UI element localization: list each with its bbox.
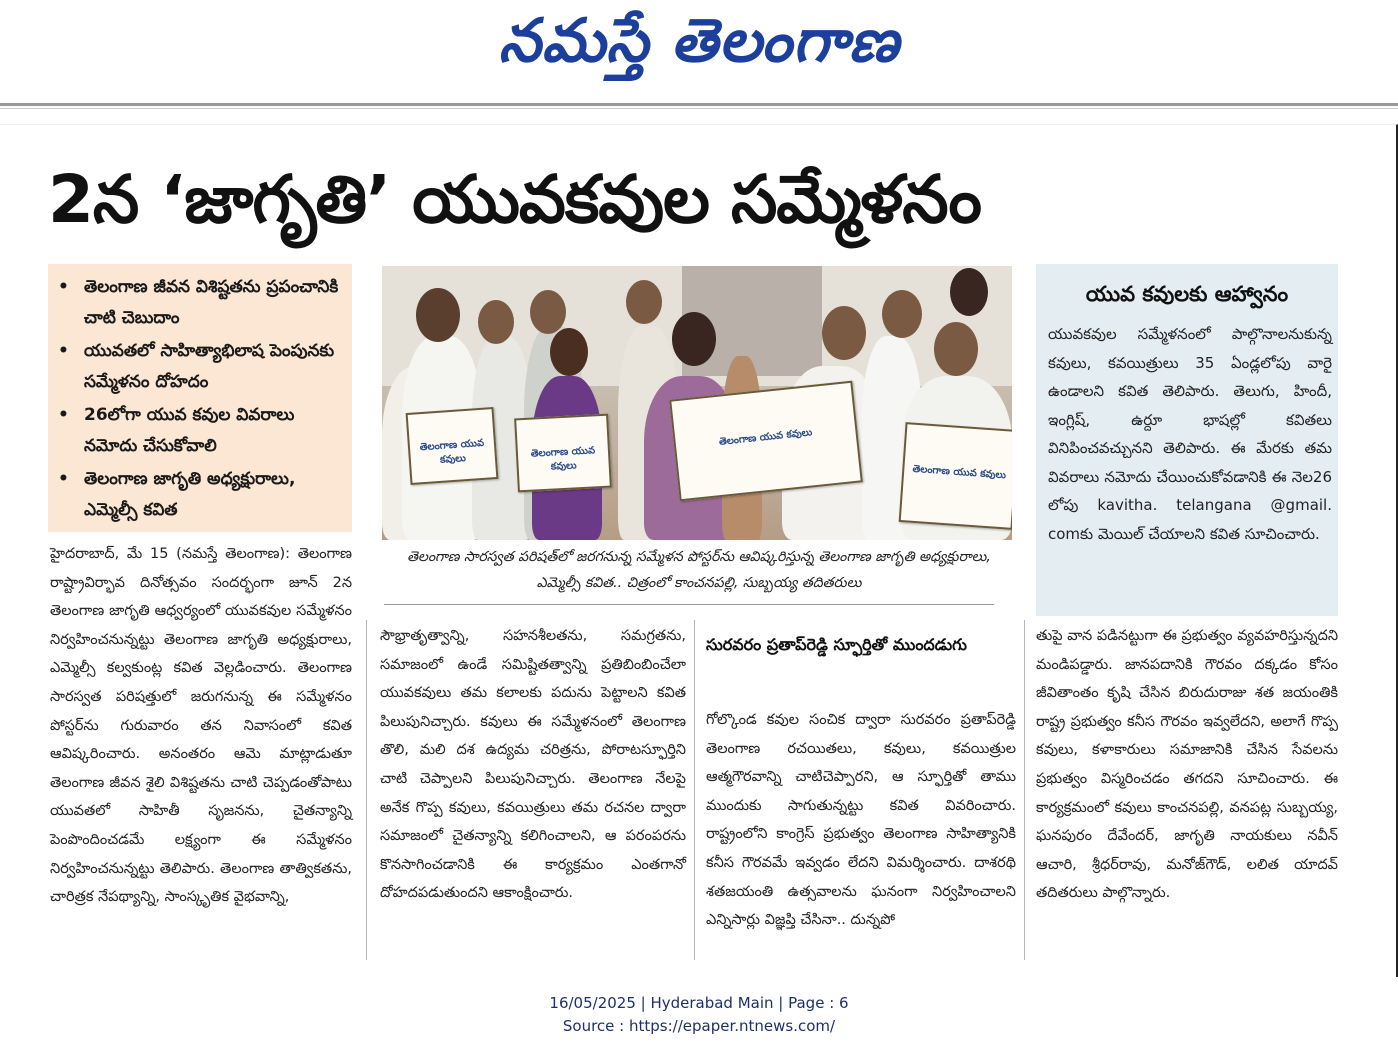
highlights-box: • తెలంగాణ జీవన విశిష్టతను ప్రపంచానికి చాటి చెబుదాం • యువతలో సాహిత్యాభిలాష పెంపునకు సమ్మేళనం దోహదం • 26లోగా యువ కవుల వివరాలు నమోదు చేసుకోవాలి • తెలంగాణ జాగృతి అధ్యక్షురాలు, ఎమ్మెల్సీ కవిత [48, 264, 352, 532]
article-column-2: సౌభ్రాతృత్వాన్ని, సహనశీలతను, సమగ్రతను, సమాజంలో ఉండే సమిష్టితత్వాన్ని ప్రతిబింబించేలా యువకవులు తమ కలాలకు పదును పెట్టాలని కవిత పిలుపునిచ్చారు. కవులు ఈ సమ్మేళనంలో తెలంగాణ తొలి, మలి దశ ఉద్యమ చరిత్రను, పోరాటస్ఫూర్తిని చాటి చెప్పాలని పిలుపునిచ్చారు. తెలంగాణ నేలపై అనేక గొప్ప కవులు, కవయిత్రులు తమ రచనల ద్వారా సమాజంలో చైతన్యాన్ని కలిగించాలని, ఆ పరంపరను కొనసాగించడానికి ఈ కార్యక్రమం ఎంతగానో దోహదపడుతుందని ఆకాంక్షించారు. [380, 628, 686, 902]
bullet-icon: • [58, 341, 69, 361]
person-head [478, 300, 514, 344]
person-head [530, 290, 566, 334]
person-head [626, 280, 662, 324]
column-divider [1024, 620, 1025, 960]
masthead-divider-thin [0, 108, 1398, 109]
caption-divider [384, 604, 994, 605]
bullet-icon: • [58, 277, 69, 297]
event-poster: తెలంగాణ యువ కవులు [899, 422, 1012, 530]
article-column-1: హైదరాబాద్, మే 15 (నమస్తే తెలంగాణ): తెలంగాణ రాష్ట్రావిర్భావ దినోత్సవం సందర్భంగా జూన్ 2న తెలంగాణ జాగృతి ఆధ్వర్యంలో యువకవుల సమ్మేళనం నిర్వహించనున్నట్టు తెలంగాణ జాగృతి అధ్యక్షురాలు, ఎమ్మెల్సీ కల్వకుంట్ల కవిత వెల్లడించారు. తెలంగాణ సారస్వత పరిషత్తులో జరుగనున్న ఈ సమ్మేళనం పోస్టర్‌ను గురువారం తన నివాసంలో కవిత ఆవిష్కరించారు. అనంతరం ఆమె మాట్లాడుతూ తెలంగాణ జీవన శైలి విశిష్టతను చాటి చెప్పడంతోపాటు యువతలో సాహితీ సృజనను, చైతన్యాన్ని పెంపొందించడమే లక్ష్యంగా ఈ సమ్మేళనం నిర్వహించనున్నట్టు తెలిపారు. తెలంగాణ తాత్వికతను, చారిత్రక నేపథ్యాన్ని, సాంస్కృతిక వైభవాన్ని, [50, 546, 352, 906]
column-divider [694, 620, 695, 960]
masthead-divider [0, 103, 1398, 106]
column-divider [366, 620, 367, 960]
person-head [822, 306, 866, 360]
masthead [0, 0, 1398, 82]
person-head [950, 268, 988, 316]
person-head [416, 288, 460, 342]
article-headline: 2న ‘జాగృతి’ యువకవుల సమ్మేళనం [48, 161, 981, 238]
person-head [934, 322, 978, 376]
newspaper-logo: నమస్తే తెలంగాణ [498, 6, 900, 76]
person-head [550, 328, 588, 376]
sidebar-body: యువకవుల సమ్మేళనంలో పాల్గొనాలనుకున్న కవులు, కవయిత్రులు 35 ఏండ్లలోపు వారై ఉండాలని కవిత తెలిపారు. తెలుగు, హిందీ, ఇంగ్లిష్, ఉర్దూ భాషల్లో కవితలు వినిపించవచ్చునని తెలిపారు. ఈ మేరకు తమ వివరాలు నమోదు చేయించుకోవడానికి ఈ నెల26 లోపు kavitha. telangana @gmail. comకు మెయిల్ చేయాలని కవిత సూచించారు. [1048, 325, 1332, 543]
news-photo [382, 266, 1012, 540]
event-poster: తెలంగాణ యువ కవులు [669, 381, 863, 502]
footer-date-edition: 16/05/2025 | Hyderabad Main | Page : 6 [549, 994, 849, 1012]
article-column-3: గోల్కొండ కవుల సంచిక ద్వారా సురవరం ప్రతాప్‌రెడ్డి తెలంగాణ రచయితలు, కవులు, కవయిత్రుల ఆత్మగౌరవాన్ని చాటిచెప్పారని, ఆ స్ఫూర్తితో తాము ముందుకు సాగుతున్నట్టు కవిత వివరించారు. రాష్ట్రంలోని కాంగ్రెస్ ప్రభుత్వం తెలంగాణ సాహిత్యానికి కనీస గౌరవమే ఇవ్వడం లేదని విమర్శించారు. దాశరథి శతజయంతి ఉత్సవాలను ఘనంగా నిర్వహించాలని ఎన్నిసార్లు విజ్ఞప్తి చేసినా.. దున్నపో [706, 712, 1016, 929]
bullet-icon: • [58, 405, 69, 425]
person-head [882, 290, 922, 338]
event-poster: తెలంగాణ యువ కవులు [406, 407, 499, 485]
sidebar-box [1036, 264, 1338, 616]
footer-source: Source : https://epaper.ntnews.com/ [562, 1017, 836, 1035]
bullet-icon: • [58, 469, 69, 489]
article-column-4: తుపై వాన పడినట్టుగా ఈ ప్రభుత్వం వ్యవహరిస్తున్నదని మండిపడ్డారు. జానపదానికి గౌరవం దక్కడం కోసం జీవితాంతం కృషి చేసిన బిరుదురాజు శత జయంతికి రాష్ట్ర ప్రభుత్వం కనీస గౌరవం ఇవ్వలేదని, అలాగే గొప్ప కవులు, కళాకారులు సమాజానికి చేసిన సేవలను ప్రభుత్వం విస్మరించడం తగదని సూచించారు. ఈ కార్యక్రమంలో కవులు కాంచనపల్లి, వనపట్ల సుబ్బయ్య, ఘనపురం దేవేందర్, జాగృతి నాయకులు నవీన్ ఆచారి, శ్రీధర్‌రావు, మనోజ్‌గౌడ్, లలిత యాదవ్ తదితరులు పాల్గొన్నారు. [1036, 628, 1338, 902]
event-poster: తెలంగాణ యువ కవులు [514, 414, 612, 493]
person-head [672, 312, 716, 366]
column-subheading: సురవరం ప్రతాప్‌రెడ్డి స్ఫూర్తితో ముందడుగు [706, 635, 967, 654]
sidebar-title: యువ కవులకు ఆహ్వానం [1085, 282, 1289, 306]
photo-caption: తెలంగాణ సారస్వత పరిషత్‌లో జరగనున్న సమ్మేళన పోస్టర్‌ను ఆవిష్కరిస్తున్న తెలంగాణ జాగృతి అధ్యక్షురాలు, ఎమ్మెల్సీ కవిత.. చిత్రంలో కాంచనపల్లి, సుబ్బయ్య తదితరులు [407, 549, 991, 591]
